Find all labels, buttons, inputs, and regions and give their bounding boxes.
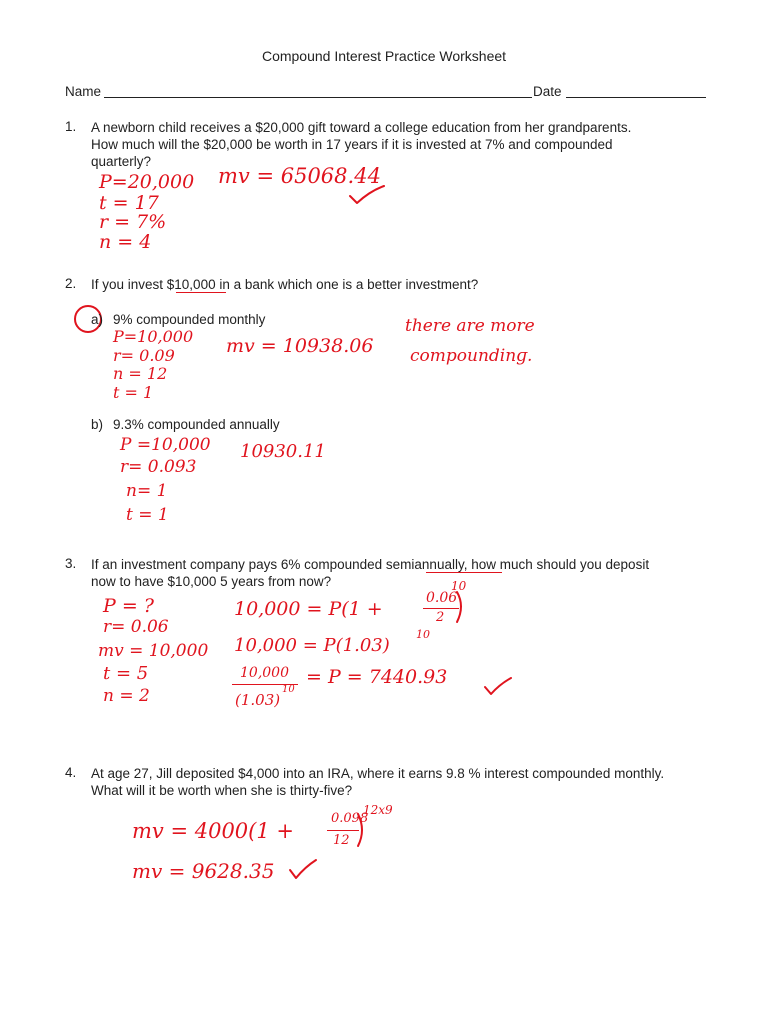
q3-step3-denominator: (1.03) (235, 691, 281, 709)
q3-work-mv: mv = 10,000 (98, 641, 209, 661)
q2b-work-n: n= 1 (126, 481, 168, 501)
q3-work-r: r= 0.06 (103, 617, 169, 637)
question-3-number: 3. (65, 556, 77, 571)
q4-step1-numerator: 0.098 (331, 811, 369, 826)
q2b-work-p: P =10,000 (120, 435, 211, 455)
q2b-answer: 10930.11 (240, 441, 326, 462)
q3-step3-result: = P = 7440.93 (306, 666, 448, 688)
q1-work-p: P=20,000 (99, 171, 195, 193)
q3-step1-denominator: 2 (436, 610, 445, 625)
q2a-work-n: n = 12 (113, 364, 168, 383)
question-4-number: 4. (65, 765, 77, 780)
q3-step1-numerator: 0.06 (426, 590, 458, 606)
q1-work-r: r = 7% (99, 211, 167, 233)
name-blank-line (104, 97, 532, 98)
q2a-answer: mv = 10938.06 (226, 335, 374, 357)
q2b-work-r: r= 0.093 (120, 457, 197, 477)
q2a-note-line-2: compoundinɡ. (410, 346, 533, 366)
q3-step1-exponent: 10 (451, 579, 467, 593)
question-2-line-1: If you invest $10,000 in a bank which one is a better investment? (91, 277, 479, 292)
q3-step1-fraction-bar (423, 608, 459, 609)
q2a-work-t: t = 1 (113, 383, 154, 402)
q1-answer: mv = 65068.44 (218, 164, 381, 188)
question-1-line-3: quarterly? (91, 154, 152, 169)
q2a-note-line-1: there are more (405, 316, 535, 336)
q2a-work-p: P=10,000 (113, 327, 194, 346)
q3-check-mark-icon (483, 676, 513, 698)
q4-step1-exponent: 12x9 (363, 803, 393, 817)
name-label: Name (65, 84, 102, 99)
q3-work-n: n = 2 (103, 686, 150, 706)
q3-step1: 10,000 = P(1 + (234, 598, 383, 620)
question-3-line-1: If an investment company pays 6% compounded semiannually, how much should you deposit (91, 557, 650, 572)
worksheet-title: Compound Interest Practice Worksheet (261, 48, 507, 64)
q3-step1-paren-close-icon (455, 590, 467, 624)
date-label: Date (533, 84, 562, 99)
q2a-text: 9% compounded monthly (113, 312, 266, 327)
q3-step2: 10,000 = P(1.03) (234, 635, 390, 656)
q4-step2: mv = 9628.35 (132, 859, 275, 883)
q2a-work-r: r= 0.09 (113, 346, 175, 365)
q1-check-mark-icon (348, 183, 388, 207)
q2b-work-t: t = 1 (126, 505, 169, 525)
question-1-line-1: A newborn child receives a $20,000 gift toward a college education from her grandparents. (91, 120, 632, 135)
question-1-number: 1. (65, 119, 77, 134)
q2b-text: 9.3% compounded annually (113, 417, 280, 432)
question-4-line-1: At age 27, Jill deposited $4,000 into an IRA, where it earns 9.8 % interest compounded monthly. (91, 766, 665, 781)
q1-work-t: t = 17 (99, 192, 159, 214)
q3-underline (426, 572, 502, 573)
q4-step1-denominator: 12 (333, 833, 350, 848)
q2b-label: b) (91, 417, 104, 432)
q3-work-t: t = 5 (103, 663, 149, 684)
q3-work-p: P = ? (103, 595, 154, 617)
q3-step2-exponent: 10 (416, 628, 430, 641)
question-4-line-2: What will it be worth when she is thirty-five? (91, 783, 353, 798)
q2-underline (176, 292, 226, 293)
q4-check-mark-icon (288, 858, 318, 882)
date-blank-line (566, 97, 706, 98)
question-2-number: 2. (65, 276, 77, 291)
q1-work-n: n = 4 (99, 231, 152, 253)
q4-step1-fraction-bar (327, 830, 359, 831)
q3-step3-denominator-exponent: 10 (282, 684, 295, 695)
question-3-line-2: now to have $10,000 5 years from now? (91, 574, 332, 589)
q2a-label: a) (91, 312, 104, 327)
q4-step1-paren-close-icon (356, 812, 368, 848)
question-1-line-2: How much will the $20,000 be worth in 17 years if it is invested at 7% and compounded (91, 137, 613, 152)
q2-answer-circle-icon (70, 304, 110, 336)
q3-step3-numerator: 10,000 (240, 665, 289, 681)
q4-step1: mv = 4000(1 + (132, 819, 294, 843)
